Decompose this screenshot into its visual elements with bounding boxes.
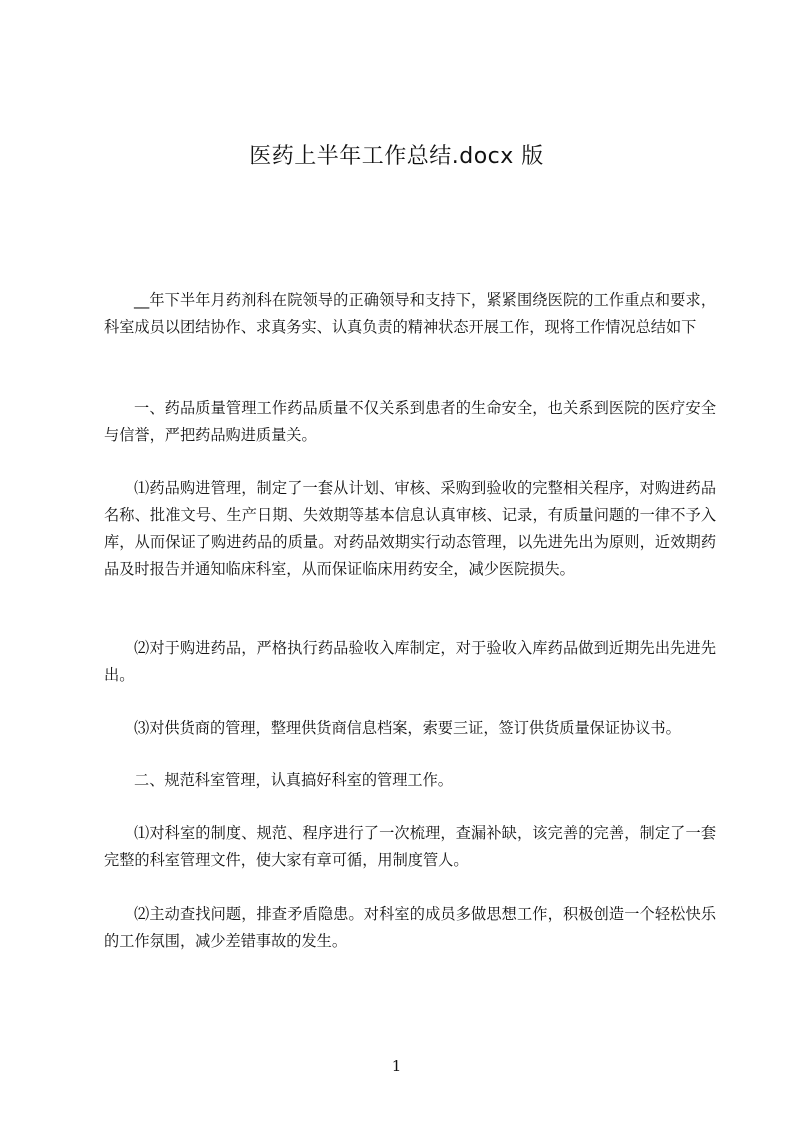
page-number: 1 — [391, 1057, 402, 1075]
paragraph-item-1-3: ⑶对供货商的管理，整理供货商信息档案，索要三证，签订供货质量保证协议书。 — [134, 719, 681, 737]
paragraph-section-2-heading: 二、规范科室管理，认真搞好科室的管理工作。 — [134, 771, 453, 789]
document-title: 医药上半年工作总结.docx 版 — [249, 144, 544, 169]
paragraph-item-1-2: ⑵对于购进药品，严格执行药品验收入库制定，对于验收入库药品做到近期先出先进先出。 — [104, 639, 716, 684]
paragraph-item-1-1: ⑴药品购进管理，制定了一套从计划、审核、采购到验收的完整相关程序，对购进药品名称、批准文号、生产日期、失效期等基本信息认真审核、记录，有质量问题的一律不予入库，从而保证了购进药品的质量。对药品效期实行动态管理，以先进先出为原则，近效期药品及时报告并通知临床科室，从而保证临床用药安全，减少医院损失。 — [104, 479, 716, 578]
paragraph-item-2-1: ⑴对科室的制度、规范、程序进行了一次梳理，查漏补缺，该完善的完善，制定了一套完整的科室管理文件，使大家有章可循，用制度管人。 — [104, 824, 716, 869]
paragraph-item-2-2: ⑵主动查找问题，排查矛盾隐患。对科室的成员多做思想工作，积极创造一个轻松快乐的工作氛围，减少差错事故的发生。 — [104, 905, 716, 950]
paragraph-intro: __年下半年月药剂科在院领导的正确领导和支持下，紧紧围绕医院的工作重点和要求，科室成员以团结协作、求真务实、认真负责的精神状态开展工作，现将工作情况总结如下 — [104, 291, 716, 336]
paragraph-section-1-heading: 一、药品质量管理工作药品质量不仅关系到患者的生命安全，也关系到医院的医疗安全与信誉，严把药品购进质量关。 — [104, 399, 716, 444]
